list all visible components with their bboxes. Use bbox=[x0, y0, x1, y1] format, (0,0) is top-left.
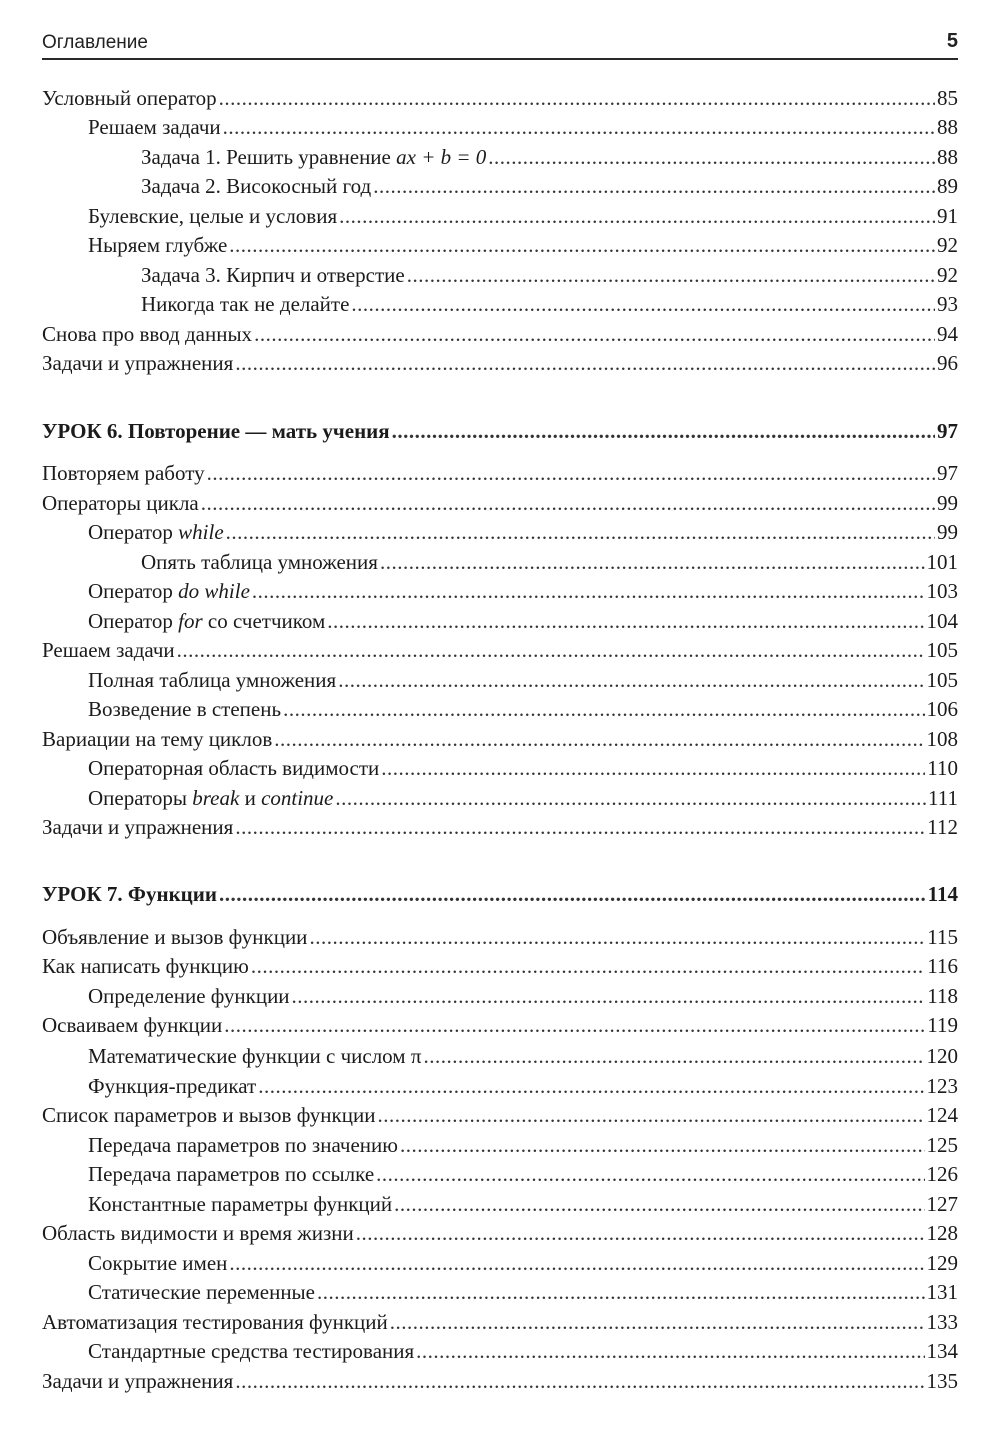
dot-leader bbox=[251, 952, 925, 980]
toc-entry-page: 101 bbox=[926, 550, 958, 574]
toc-entry-title-part: Операторная область видимости bbox=[88, 756, 380, 780]
toc-entry bbox=[88, 1249, 958, 1277]
toc-entry-title-part: Область видимости и время жизни bbox=[42, 1221, 354, 1245]
toc-entry-title-part: Функция-предикат bbox=[88, 1074, 257, 1098]
toc-entry-page: 120 bbox=[926, 1044, 958, 1068]
dot-leader bbox=[283, 695, 924, 723]
toc-entry bbox=[88, 1042, 958, 1070]
dot-leader bbox=[201, 489, 935, 517]
toc-entry-title bbox=[42, 320, 252, 348]
toc-entry-title-part: Снова про ввод данных bbox=[42, 322, 253, 346]
dot-leader bbox=[224, 1011, 925, 1039]
toc-entry-page: 94 bbox=[937, 322, 958, 346]
dot-leader bbox=[309, 923, 925, 951]
toc-entry-title bbox=[42, 1101, 375, 1129]
toc-entry-page: 128 bbox=[926, 1221, 958, 1245]
toc-entry-title-part: Сокрытие имен bbox=[88, 1251, 228, 1275]
toc-entry-title bbox=[88, 1190, 392, 1218]
toc-entry-title bbox=[88, 1278, 315, 1306]
toc-entry-page: 99 bbox=[937, 491, 958, 515]
toc-entry-title-part: Операторы цикла bbox=[42, 491, 199, 515]
dot-leader bbox=[377, 1101, 924, 1129]
toc-entry-page: 127 bbox=[926, 1192, 958, 1216]
toc-entry-title bbox=[42, 813, 233, 841]
toc-entry-title-part: Оператор bbox=[88, 579, 179, 603]
dot-leader bbox=[258, 1072, 924, 1100]
toc-entry-page: 135 bbox=[926, 1369, 958, 1393]
toc-entry-title bbox=[42, 952, 249, 980]
toc-entry-title bbox=[42, 1219, 354, 1247]
dot-leader bbox=[392, 417, 935, 445]
toc-entry-title-part: Повторяем работу bbox=[42, 461, 205, 485]
toc-entry-page: 103 bbox=[926, 579, 958, 603]
dot-leader bbox=[390, 1308, 925, 1336]
dot-leader bbox=[229, 1249, 924, 1277]
dot-leader bbox=[416, 1337, 924, 1365]
toc-entry-title-part: УРОК 7. Функции bbox=[42, 882, 217, 906]
toc-entry bbox=[42, 84, 958, 112]
toc-entry-title-part: Список параметров и вызов функции bbox=[42, 1103, 376, 1127]
toc-entry-title-part: Ныряем глубже bbox=[88, 233, 228, 257]
toc-entry-page: 112 bbox=[927, 815, 958, 839]
toc-entry-title bbox=[42, 417, 390, 445]
toc-entry-title bbox=[88, 113, 221, 141]
toc-entry bbox=[88, 784, 958, 812]
toc-entry bbox=[88, 202, 958, 230]
toc-entry-title-part: Статические переменные bbox=[88, 1280, 315, 1304]
toc-entry-title-part: Задачи и упражнения bbox=[42, 815, 234, 839]
toc-entry-page: 131 bbox=[926, 1280, 958, 1304]
toc-entry-page: 96 bbox=[937, 351, 958, 375]
toc-entry-title bbox=[141, 290, 349, 318]
toc-entry-title bbox=[88, 784, 333, 812]
dot-leader bbox=[351, 290, 935, 318]
toc-entry-title-part: break bbox=[192, 786, 240, 810]
toc-entry-title-part: Операторы bbox=[88, 786, 193, 810]
toc-entry bbox=[88, 1337, 958, 1365]
toc-entry-title bbox=[42, 349, 233, 377]
toc-entry-title-part: Автоматизация тестирования функций bbox=[42, 1310, 388, 1334]
toc-entry-title bbox=[88, 754, 379, 782]
toc-entry-title bbox=[88, 666, 336, 694]
toc-entry-page: 114 bbox=[927, 882, 958, 906]
toc-entry-title-part: Решаем задачи bbox=[42, 638, 175, 662]
toc-entry-title bbox=[42, 489, 199, 517]
toc-entry-page: 91 bbox=[937, 204, 958, 228]
toc-entry-title bbox=[88, 1249, 227, 1277]
toc-entry-page: 123 bbox=[926, 1074, 958, 1098]
toc-entry bbox=[88, 754, 958, 782]
dot-leader bbox=[292, 982, 926, 1010]
toc-entry bbox=[88, 1278, 958, 1306]
toc-entry bbox=[42, 923, 958, 951]
running-header bbox=[42, 30, 958, 60]
toc-entry-title bbox=[88, 231, 227, 259]
toc-entry-title bbox=[88, 1337, 414, 1365]
dot-leader bbox=[223, 113, 935, 141]
toc-entry-title-part: Никогда так не делайте bbox=[141, 292, 350, 316]
toc-entry bbox=[141, 143, 958, 171]
toc-entry-title bbox=[42, 1011, 222, 1039]
dot-leader bbox=[339, 202, 935, 230]
toc-entry-title-part: for bbox=[178, 609, 203, 633]
toc-entry-page: 88 bbox=[937, 115, 958, 139]
toc-entry-title bbox=[88, 518, 224, 546]
toc-entry-title bbox=[88, 982, 290, 1010]
dot-leader bbox=[207, 459, 935, 487]
toc-entry-title-part: Определение функции bbox=[88, 984, 290, 1008]
running-header-title: Оглавление bbox=[42, 32, 148, 53]
dot-leader bbox=[356, 1219, 925, 1247]
toc-entry-page: 105 bbox=[926, 668, 958, 692]
toc-entry-title-part: Стандартные средства тестирования bbox=[88, 1339, 415, 1363]
toc-entry-title-part: Осваиваем функции bbox=[42, 1013, 223, 1037]
dot-leader bbox=[229, 231, 935, 259]
toc-entry bbox=[42, 952, 958, 980]
toc-entry-title bbox=[141, 172, 371, 200]
toc-entry-page: 108 bbox=[926, 727, 958, 751]
toc-entry-page: 111 bbox=[928, 786, 958, 810]
toc-entry bbox=[42, 1011, 958, 1039]
toc-entry-page: 119 bbox=[927, 1013, 958, 1037]
toc-entry-page: 126 bbox=[926, 1162, 958, 1186]
toc-entry-title bbox=[141, 548, 378, 576]
toc-entry-page: 110 bbox=[927, 756, 958, 780]
toc-entry bbox=[42, 489, 958, 517]
toc-entry bbox=[88, 1131, 958, 1159]
dot-leader bbox=[317, 1278, 925, 1306]
toc-entry bbox=[42, 459, 958, 487]
toc-entry bbox=[88, 1160, 958, 1188]
dot-leader bbox=[235, 349, 935, 377]
toc-entry bbox=[42, 1367, 958, 1395]
toc-entry-page: 97 bbox=[937, 419, 958, 443]
toc-entry-title-part: Возведение в степень bbox=[88, 697, 282, 721]
toc-entry-title-part: Передача параметров по ссылке bbox=[88, 1162, 375, 1186]
toc-entry-page: 129 bbox=[926, 1251, 958, 1275]
dot-leader bbox=[219, 880, 926, 908]
toc-entry-page: 104 bbox=[926, 609, 958, 633]
toc-entry-title-part: Задача 1. Решить уравнение bbox=[141, 145, 397, 169]
toc-entry bbox=[141, 548, 958, 576]
dot-leader bbox=[373, 172, 935, 200]
dot-leader bbox=[380, 548, 925, 576]
toc-entry-title bbox=[88, 1160, 374, 1188]
dot-leader bbox=[252, 577, 925, 605]
toc-entry bbox=[141, 290, 958, 318]
toc-entry-title bbox=[88, 1072, 256, 1100]
toc-entry-page: 93 bbox=[937, 292, 958, 316]
toc-entry-title bbox=[88, 1042, 421, 1070]
toc-entry bbox=[42, 813, 958, 841]
toc-entry bbox=[42, 320, 958, 348]
toc-entry-title bbox=[42, 725, 272, 753]
dot-leader bbox=[488, 143, 935, 171]
toc-entry-page: 115 bbox=[927, 925, 958, 949]
toc-entry-page: 133 bbox=[926, 1310, 958, 1334]
toc-entry-title bbox=[88, 202, 337, 230]
toc-entry bbox=[88, 982, 958, 1010]
page-number: 5 bbox=[946, 30, 958, 52]
toc-entry bbox=[42, 636, 958, 664]
toc-entry-page: 88 bbox=[937, 145, 958, 169]
toc-entry-page: 89 bbox=[937, 174, 958, 198]
dot-leader bbox=[226, 518, 935, 546]
dot-leader bbox=[423, 1042, 924, 1070]
toc-entry-page: 106 bbox=[926, 697, 958, 721]
toc-entry bbox=[42, 349, 958, 377]
dot-leader bbox=[327, 607, 924, 635]
toc-entry-title-part: Полная таблица умножения bbox=[88, 668, 337, 692]
toc-entry-title-part: Объявление и вызов функции bbox=[42, 925, 308, 949]
toc-entry-title-part: УРОК 6. Повторение — мать учения bbox=[42, 419, 390, 443]
toc-entry-title bbox=[42, 1308, 388, 1336]
toc-entry-page: 92 bbox=[937, 233, 958, 257]
dot-leader bbox=[219, 84, 935, 112]
toc-entry-title-part: Решаем задачи bbox=[88, 115, 221, 139]
toc-entry-page: 134 bbox=[926, 1339, 958, 1363]
toc-entry-title bbox=[42, 636, 175, 664]
toc-entry-title-part: Задача 3. Кирпич и отверстие bbox=[141, 263, 405, 287]
toc-entry-title-part: Как написать функцию bbox=[42, 954, 249, 978]
toc-entry-page: 85 bbox=[937, 86, 958, 110]
dot-leader bbox=[235, 813, 925, 841]
toc-entry-title bbox=[42, 459, 205, 487]
toc-entry-title bbox=[42, 1367, 233, 1395]
toc-entry-title-part: со счетчиком bbox=[202, 609, 326, 633]
toc-entry-page: 124 bbox=[926, 1103, 958, 1127]
toc-entry-title-part: Булевские, целые и условия bbox=[88, 204, 338, 228]
toc-entry-title-part: Опять таблица умножения bbox=[141, 550, 378, 574]
toc-entry-title bbox=[141, 261, 405, 289]
toc-entry bbox=[88, 231, 958, 259]
dot-leader bbox=[254, 320, 935, 348]
toc-entry-title-part: Задача 2. Високосный год bbox=[141, 174, 372, 198]
toc-entry-title bbox=[42, 880, 217, 908]
toc-entry-title-part: Оператор bbox=[88, 609, 179, 633]
toc-entry-title-part: Математические функции с числом π bbox=[88, 1044, 422, 1068]
toc-entry-title-part: Константные параметры функций bbox=[88, 1192, 393, 1216]
toc-entry-title bbox=[88, 1131, 398, 1159]
toc-entry-title-part: Оператор bbox=[88, 520, 179, 544]
toc-entry bbox=[88, 666, 958, 694]
toc-entry-page: 105 bbox=[926, 638, 958, 662]
dot-leader bbox=[177, 636, 925, 664]
dot-leader bbox=[376, 1160, 924, 1188]
toc-entry-title bbox=[88, 607, 325, 635]
toc-entry-title bbox=[88, 695, 281, 723]
toc-entry bbox=[42, 1308, 958, 1336]
toc-entry bbox=[42, 1101, 958, 1129]
toc-entry-title bbox=[141, 143, 486, 171]
toc-entry-title-part: continue bbox=[261, 786, 334, 810]
toc-entry-page: 125 bbox=[926, 1133, 958, 1157]
dot-leader bbox=[407, 261, 935, 289]
toc-entry-title-part: while bbox=[178, 520, 224, 544]
dot-leader bbox=[338, 666, 924, 694]
dot-leader bbox=[274, 725, 924, 753]
toc-entry bbox=[88, 113, 958, 141]
toc-entry-title-part: Вариации на тему циклов bbox=[42, 727, 273, 751]
toc-entry-title bbox=[88, 577, 250, 605]
toc-entry-title-part: и bbox=[239, 786, 262, 810]
toc-entry-title-part: Задачи и упражнения bbox=[42, 351, 234, 375]
toc-entry-title-part: Передача параметров по значению bbox=[88, 1133, 398, 1157]
toc-entry-page: 118 bbox=[927, 984, 958, 1008]
dot-leader bbox=[235, 1367, 924, 1395]
toc-entry-title bbox=[42, 84, 217, 112]
toc-chapter-entry bbox=[42, 417, 958, 445]
toc-entry-title-part: Условный оператор bbox=[42, 86, 217, 110]
toc-entry bbox=[88, 1072, 958, 1100]
toc-entry bbox=[88, 695, 958, 723]
toc-entry bbox=[141, 172, 958, 200]
toc-entry-page: 97 bbox=[937, 461, 958, 485]
toc-entry bbox=[88, 1190, 958, 1218]
toc-entry bbox=[42, 1219, 958, 1247]
toc-entry-title bbox=[42, 923, 307, 951]
toc-entry-title-part: Задачи и упражнения bbox=[42, 1369, 234, 1393]
toc-chapter-entry bbox=[42, 880, 958, 908]
toc-entry-page: 99 bbox=[937, 520, 958, 544]
toc-entry-page: 116 bbox=[927, 954, 958, 978]
dot-leader bbox=[394, 1190, 924, 1218]
dot-leader bbox=[335, 784, 926, 812]
toc-entry bbox=[88, 518, 958, 546]
toc-entry-page: 92 bbox=[937, 263, 958, 287]
toc-entry bbox=[88, 607, 958, 635]
dot-leader bbox=[381, 754, 925, 782]
toc-entry bbox=[88, 577, 958, 605]
toc-entry-title-part: ax + b = 0 bbox=[396, 145, 487, 169]
toc-entry bbox=[42, 725, 958, 753]
toc-entry bbox=[141, 261, 958, 289]
dot-leader bbox=[400, 1131, 925, 1159]
toc-entry-title-part: do while bbox=[178, 579, 250, 603]
